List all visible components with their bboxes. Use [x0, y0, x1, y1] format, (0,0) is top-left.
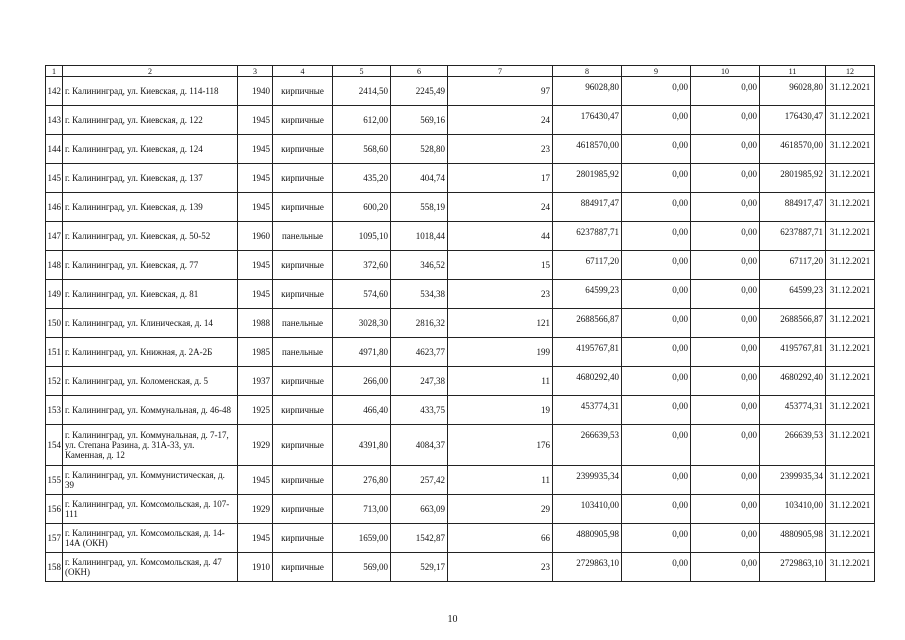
wall-material-cell: панельные: [273, 309, 333, 338]
residents-count-cell: 11: [448, 367, 553, 396]
total-area-cell: 4971,80: [333, 338, 391, 367]
col-header: 4: [273, 66, 333, 77]
residents-count-cell: 66: [448, 524, 553, 553]
residents-count-cell: 11: [448, 466, 553, 495]
total-cost-cell: 4880905,98: [553, 524, 622, 553]
owner-funds-cell: 2399935,34: [760, 466, 826, 495]
living-area-cell: 257,42: [391, 466, 448, 495]
living-area-cell: 433,75: [391, 396, 448, 425]
fund-cost-cell: 0,00: [622, 495, 691, 524]
year-built-cell: 1945: [238, 251, 273, 280]
total-cost-cell: 4195767,81: [553, 338, 622, 367]
col-header: 7: [448, 66, 553, 77]
living-area-cell: 569,16: [391, 106, 448, 135]
residents-count-cell: 17: [448, 164, 553, 193]
deadline-cell: 31.12.2021: [826, 338, 875, 367]
total-cost-cell: 2688566,87: [553, 309, 622, 338]
row-number: 151: [46, 338, 63, 367]
wall-material-cell: кирпичные: [273, 396, 333, 425]
table-row: [46, 106, 875, 135]
row-number: 158: [46, 553, 63, 582]
total-cost-cell: 266639,53: [553, 425, 622, 466]
row-number: 156: [46, 495, 63, 524]
deadline-cell: 31.12.2021: [826, 135, 875, 164]
living-area-cell: 2245,49: [391, 77, 448, 106]
address-cell: г. Калининград, ул. Клиническая, д. 14: [63, 309, 238, 338]
fund-cost-cell: 0,00: [622, 309, 691, 338]
address-cell: г. Калининград, ул. Книжная, д. 2А-2Б: [63, 338, 238, 367]
year-built-cell: 1945: [238, 106, 273, 135]
owner-funds-cell: 6237887,71: [760, 222, 826, 251]
living-area-cell: 663,09: [391, 495, 448, 524]
col-header: 1: [46, 66, 63, 77]
wall-material-cell: кирпичные: [273, 164, 333, 193]
fund-cost-cell: 0,00: [622, 367, 691, 396]
address-cell: г. Калининград, ул. Киевская, д. 122: [63, 106, 238, 135]
address-cell: г. Калининград, ул. Комсомольская, д. 47 (ОКН): [63, 553, 238, 582]
row-number: 148: [46, 251, 63, 280]
table-row: [46, 164, 875, 193]
table-row: [46, 280, 875, 309]
col-header: 3: [238, 66, 273, 77]
fund-cost-cell: 0,00: [622, 193, 691, 222]
total-area-cell: 574,60: [333, 280, 391, 309]
table-row: [46, 135, 875, 164]
other-cost-cell: 0,00: [691, 367, 760, 396]
address-cell: г. Калининград, ул. Киевская, д. 77: [63, 251, 238, 280]
year-built-cell: 1940: [238, 77, 273, 106]
row-number: 146: [46, 193, 63, 222]
address-cell: г. Калининград, ул. Киевская, д. 124: [63, 135, 238, 164]
residents-count-cell: 19: [448, 396, 553, 425]
owner-funds-cell: 884917,47: [760, 193, 826, 222]
wall-material-cell: панельные: [273, 338, 333, 367]
total-area-cell: 435,20: [333, 164, 391, 193]
living-area-cell: 558,19: [391, 193, 448, 222]
owner-funds-cell: 453774,31: [760, 396, 826, 425]
table-row: [46, 193, 875, 222]
residents-count-cell: 23: [448, 553, 553, 582]
wall-material-cell: кирпичные: [273, 553, 333, 582]
total-cost-cell: 4680292,40: [553, 367, 622, 396]
address-cell: г. Калининград, ул. Коммунистическая, д. 39: [63, 466, 238, 495]
living-area-cell: 4623,77: [391, 338, 448, 367]
row-number: 150: [46, 309, 63, 338]
col-header: 12: [826, 66, 875, 77]
wall-material-cell: кирпичные: [273, 280, 333, 309]
other-cost-cell: 0,00: [691, 164, 760, 193]
year-built-cell: 1929: [238, 425, 273, 466]
fund-cost-cell: 0,00: [622, 251, 691, 280]
other-cost-cell: 0,00: [691, 553, 760, 582]
living-area-cell: 247,38: [391, 367, 448, 396]
table-row: [46, 222, 875, 251]
deadline-cell: 31.12.2021: [826, 367, 875, 396]
total-cost-cell: 67117,20: [553, 251, 622, 280]
owner-funds-cell: 266639,53: [760, 425, 826, 466]
other-cost-cell: 0,00: [691, 193, 760, 222]
wall-material-cell: кирпичные: [273, 495, 333, 524]
total-cost-cell: 6237887,71: [553, 222, 622, 251]
deadline-cell: 31.12.2021: [826, 396, 875, 425]
living-area-cell: 4084,37: [391, 425, 448, 466]
total-area-cell: 3028,30: [333, 309, 391, 338]
fund-cost-cell: 0,00: [622, 222, 691, 251]
owner-funds-cell: 67117,20: [760, 251, 826, 280]
address-cell: г. Калининград, ул. Комсомольская, д. 14-14А (ОКН): [63, 524, 238, 553]
other-cost-cell: 0,00: [691, 222, 760, 251]
other-cost-cell: 0,00: [691, 338, 760, 367]
deadline-cell: 31.12.2021: [826, 495, 875, 524]
fund-cost-cell: 0,00: [622, 425, 691, 466]
living-area-cell: 534,38: [391, 280, 448, 309]
fund-cost-cell: 0,00: [622, 164, 691, 193]
other-cost-cell: 0,00: [691, 425, 760, 466]
living-area-cell: 528,80: [391, 135, 448, 164]
address-cell: г. Калининград, ул. Коломенская, д. 5: [63, 367, 238, 396]
owner-funds-cell: 103410,00: [760, 495, 826, 524]
wall-material-cell: кирпичные: [273, 251, 333, 280]
column-number-header-row: [46, 66, 875, 77]
row-number: 142: [46, 77, 63, 106]
year-built-cell: 1988: [238, 309, 273, 338]
table-row: [46, 524, 875, 553]
total-area-cell: 266,00: [333, 367, 391, 396]
other-cost-cell: 0,00: [691, 524, 760, 553]
other-cost-cell: 0,00: [691, 77, 760, 106]
table-row: [46, 309, 875, 338]
deadline-cell: 31.12.2021: [826, 193, 875, 222]
address-cell: г. Калининград, ул. Киевская, д. 139: [63, 193, 238, 222]
other-cost-cell: 0,00: [691, 466, 760, 495]
table-row: [46, 553, 875, 582]
year-built-cell: 1945: [238, 280, 273, 309]
year-built-cell: 1960: [238, 222, 273, 251]
address-cell: г. Калининград, ул. Комсомольская, д. 107-111: [63, 495, 238, 524]
total-cost-cell: 884917,47: [553, 193, 622, 222]
table-row: [46, 425, 875, 466]
residents-count-cell: 121: [448, 309, 553, 338]
residents-count-cell: 29: [448, 495, 553, 524]
total-cost-cell: 2801985,92: [553, 164, 622, 193]
deadline-cell: 31.12.2021: [826, 164, 875, 193]
owner-funds-cell: 2801985,92: [760, 164, 826, 193]
deadline-cell: 31.12.2021: [826, 309, 875, 338]
register-table-container: [45, 65, 871, 582]
wall-material-cell: кирпичные: [273, 425, 333, 466]
wall-material-cell: кирпичные: [273, 135, 333, 164]
wall-material-cell: кирпичные: [273, 77, 333, 106]
col-header: 8: [553, 66, 622, 77]
total-cost-cell: 64599,23: [553, 280, 622, 309]
residents-count-cell: 23: [448, 135, 553, 164]
total-area-cell: 276,80: [333, 466, 391, 495]
year-built-cell: 1945: [238, 466, 273, 495]
total-area-cell: 568,60: [333, 135, 391, 164]
year-built-cell: 1937: [238, 367, 273, 396]
table-row: [46, 338, 875, 367]
wall-material-cell: кирпичные: [273, 367, 333, 396]
row-number: 153: [46, 396, 63, 425]
year-built-cell: 1945: [238, 524, 273, 553]
col-header: 11: [760, 66, 826, 77]
total-area-cell: 1659,00: [333, 524, 391, 553]
living-area-cell: 346,52: [391, 251, 448, 280]
row-number: 154: [46, 425, 63, 466]
owner-funds-cell: 176430,47: [760, 106, 826, 135]
col-header: 9: [622, 66, 691, 77]
other-cost-cell: 0,00: [691, 135, 760, 164]
row-number: 157: [46, 524, 63, 553]
owner-funds-cell: 4618570,00: [760, 135, 826, 164]
total-area-cell: 569,00: [333, 553, 391, 582]
row-number: 144: [46, 135, 63, 164]
fund-cost-cell: 0,00: [622, 77, 691, 106]
deadline-cell: 31.12.2021: [826, 466, 875, 495]
residents-count-cell: 15: [448, 251, 553, 280]
wall-material-cell: кирпичные: [273, 466, 333, 495]
total-area-cell: 713,00: [333, 495, 391, 524]
total-cost-cell: 4618570,00: [553, 135, 622, 164]
fund-cost-cell: 0,00: [622, 396, 691, 425]
year-built-cell: 1910: [238, 553, 273, 582]
total-cost-cell: 176430,47: [553, 106, 622, 135]
table-row: [46, 367, 875, 396]
address-cell: г. Калининград, ул. Коммунальная, д. 7-17, ул. Степана Разина, д. 31А-33, ул. Каменная, д. 12: [63, 425, 238, 466]
year-built-cell: 1945: [238, 164, 273, 193]
table-row: [46, 495, 875, 524]
total-cost-cell: 103410,00: [553, 495, 622, 524]
year-built-cell: 1945: [238, 193, 273, 222]
address-cell: г. Калининград, ул. Киевская, д. 137: [63, 164, 238, 193]
fund-cost-cell: 0,00: [622, 338, 691, 367]
table-row: [46, 466, 875, 495]
row-number: 149: [46, 280, 63, 309]
fund-cost-cell: 0,00: [622, 135, 691, 164]
housing-register-table: [45, 65, 875, 582]
owner-funds-cell: 4195767,81: [760, 338, 826, 367]
living-area-cell: 2816,32: [391, 309, 448, 338]
living-area-cell: 1542,87: [391, 524, 448, 553]
row-number: 147: [46, 222, 63, 251]
residents-count-cell: 23: [448, 280, 553, 309]
row-number: 145: [46, 164, 63, 193]
fund-cost-cell: 0,00: [622, 280, 691, 309]
living-area-cell: 1018,44: [391, 222, 448, 251]
wall-material-cell: кирпичные: [273, 106, 333, 135]
year-built-cell: 1945: [238, 135, 273, 164]
residents-count-cell: 199: [448, 338, 553, 367]
deadline-cell: 31.12.2021: [826, 77, 875, 106]
address-cell: г. Калининград, ул. Киевская, д. 114-118: [63, 77, 238, 106]
row-number: 143: [46, 106, 63, 135]
total-area-cell: 466,40: [333, 396, 391, 425]
owner-funds-cell: 96028,80: [760, 77, 826, 106]
total-area-cell: 1095,10: [333, 222, 391, 251]
page-number: 10: [447, 614, 458, 625]
total-cost-cell: 2729863,10: [553, 553, 622, 582]
other-cost-cell: 0,00: [691, 309, 760, 338]
owner-funds-cell: 64599,23: [760, 280, 826, 309]
total-area-cell: 612,00: [333, 106, 391, 135]
total-area-cell: 372,60: [333, 251, 391, 280]
residents-count-cell: 44: [448, 222, 553, 251]
year-built-cell: 1929: [238, 495, 273, 524]
row-number: 152: [46, 367, 63, 396]
deadline-cell: 31.12.2021: [826, 524, 875, 553]
other-cost-cell: 0,00: [691, 251, 760, 280]
year-built-cell: 1925: [238, 396, 273, 425]
deadline-cell: 31.12.2021: [826, 251, 875, 280]
deadline-cell: 31.12.2021: [826, 425, 875, 466]
col-header: 2: [63, 66, 238, 77]
year-built-cell: 1985: [238, 338, 273, 367]
wall-material-cell: панельные: [273, 222, 333, 251]
owner-funds-cell: 2729863,10: [760, 553, 826, 582]
wall-material-cell: кирпичные: [273, 524, 333, 553]
table-row: [46, 77, 875, 106]
other-cost-cell: 0,00: [691, 396, 760, 425]
fund-cost-cell: 0,00: [622, 106, 691, 135]
fund-cost-cell: 0,00: [622, 466, 691, 495]
living-area-cell: 404,74: [391, 164, 448, 193]
total-cost-cell: 96028,80: [553, 77, 622, 106]
total-cost-cell: 453774,31: [553, 396, 622, 425]
owner-funds-cell: 2688566,87: [760, 309, 826, 338]
table-row: [46, 251, 875, 280]
residents-count-cell: 24: [448, 193, 553, 222]
fund-cost-cell: 0,00: [622, 553, 691, 582]
col-header: 6: [391, 66, 448, 77]
address-cell: г. Калининград, ул. Киевская, д. 81: [63, 280, 238, 309]
owner-funds-cell: 4680292,40: [760, 367, 826, 396]
owner-funds-cell: 4880905,98: [760, 524, 826, 553]
total-cost-cell: 2399935,34: [553, 466, 622, 495]
col-header: 10: [691, 66, 760, 77]
table-row: [46, 396, 875, 425]
deadline-cell: 31.12.2021: [826, 222, 875, 251]
col-header: 5: [333, 66, 391, 77]
total-area-cell: 4391,80: [333, 425, 391, 466]
address-cell: г. Калининград, ул. Киевская, д. 50-52: [63, 222, 238, 251]
row-number: 155: [46, 466, 63, 495]
deadline-cell: 31.12.2021: [826, 553, 875, 582]
deadline-cell: 31.12.2021: [826, 280, 875, 309]
other-cost-cell: 0,00: [691, 280, 760, 309]
residents-count-cell: 97: [448, 77, 553, 106]
wall-material-cell: кирпичные: [273, 193, 333, 222]
address-cell: г. Калининград, ул. Коммунальная, д. 46-48: [63, 396, 238, 425]
deadline-cell: 31.12.2021: [826, 106, 875, 135]
residents-count-cell: 176: [448, 425, 553, 466]
other-cost-cell: 0,00: [691, 106, 760, 135]
other-cost-cell: 0,00: [691, 495, 760, 524]
total-area-cell: 600,20: [333, 193, 391, 222]
fund-cost-cell: 0,00: [622, 524, 691, 553]
residents-count-cell: 24: [448, 106, 553, 135]
living-area-cell: 529,17: [391, 553, 448, 582]
total-area-cell: 2414,50: [333, 77, 391, 106]
